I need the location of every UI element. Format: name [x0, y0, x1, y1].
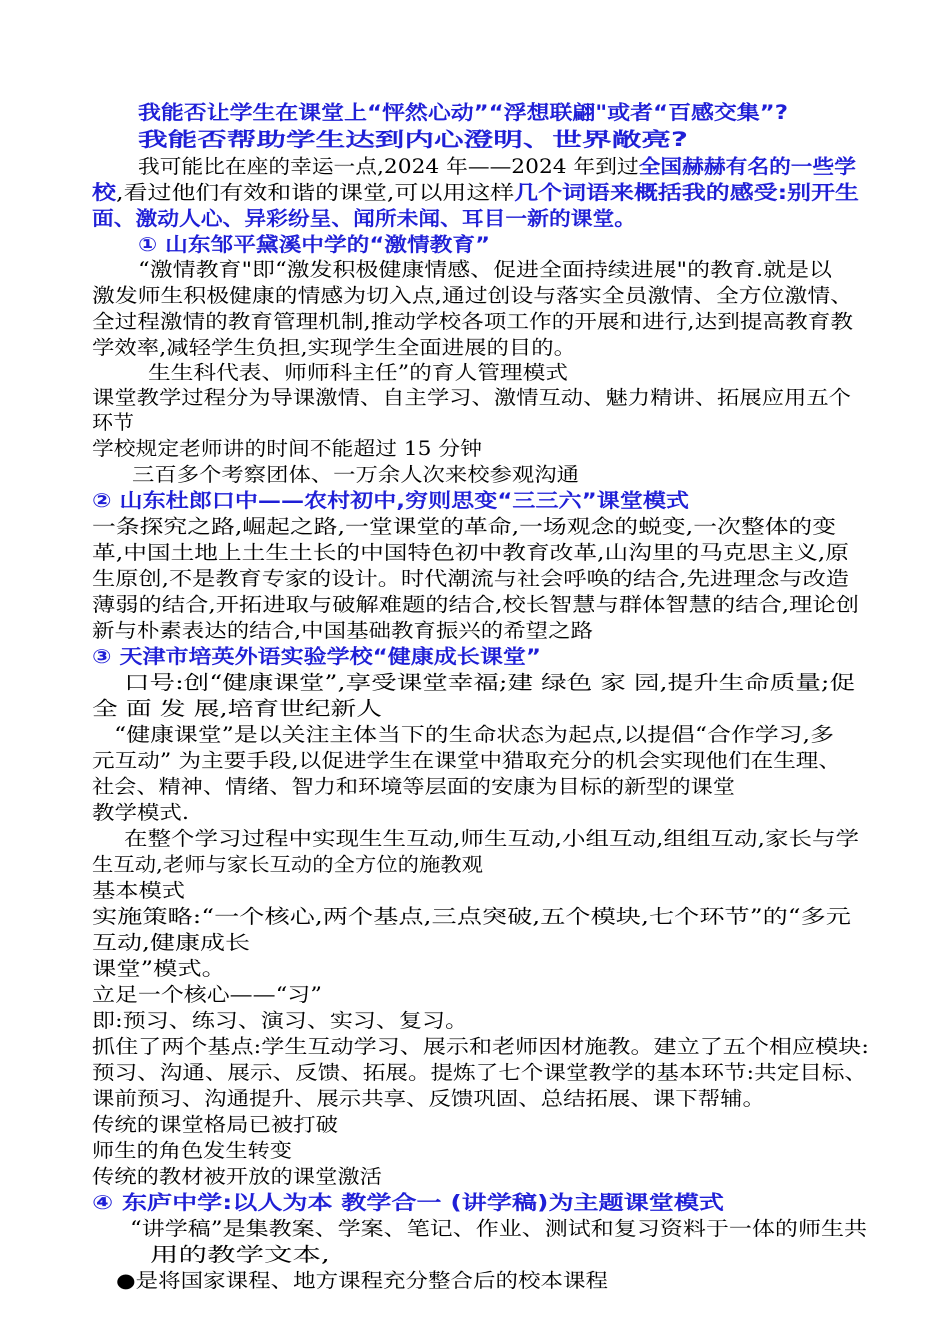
highlight-text: 校	[92, 181, 116, 204]
text-line	[124, 826, 859, 852]
highlight-text: ③ 天津市培英外语实验学校“健康成长课堂”	[92, 645, 541, 668]
text-line	[92, 930, 250, 956]
text-line	[92, 696, 382, 722]
body-text: “健康课堂”是以关注主体当下的生命状态为起点,以提倡“合作学习,多	[114, 723, 834, 746]
text-line	[138, 127, 688, 153]
text-line	[92, 1164, 382, 1190]
text-line	[92, 800, 189, 826]
body-text: ●是将国家课程、地方课程充分整合后的校本课程	[116, 1269, 608, 1292]
body-text: “激情教育"即“激发积极健康情感、促进全面持续进展"的教育.就是以	[138, 258, 832, 281]
text-line	[92, 878, 185, 904]
text-line	[92, 1086, 765, 1112]
body-text: 元互动” 为主要手段,以促进学生在课堂中猎取充分的机会实现他们在生理、	[92, 749, 841, 772]
text-line	[92, 283, 853, 309]
body-text: 实施策略:“一个核心,两个基点,三点突破,五个模块,七个环节”的“多元	[92, 905, 851, 928]
text-line	[92, 592, 859, 618]
body-text: 学校规定老师讲的时间不能超过 15 分钟	[92, 437, 482, 460]
text-line	[132, 462, 579, 488]
body-text: 薄弱的结合,开拓进取与破解难题的结合,校长智慧与群体智慧的结合,理论创	[92, 593, 859, 616]
body-text: 课堂教学过程分为导课激情、自主学习、激情互动、魅力精讲、拓展应用五个	[92, 386, 851, 409]
text-line	[114, 722, 834, 748]
body-text: 教学模式.	[92, 801, 189, 824]
text-line	[130, 1216, 867, 1242]
text-line	[150, 1242, 330, 1268]
text-line	[92, 410, 134, 436]
body-text: 师生的角色发生转变	[92, 1139, 292, 1162]
highlight-text: 几个词语来概括我的感受:别开生	[514, 181, 859, 204]
text-line	[92, 1112, 338, 1138]
body-text: 课前预习、沟通提升、展示共享、反馈巩固、总结拓展、课下帮辅。	[92, 1087, 765, 1110]
body-text: 立足一个核心——“习”	[92, 983, 322, 1006]
body-text: 全过程激情的教育管理机制,推动学校各项工作的开展和进行,达到提高教育教	[92, 310, 853, 333]
body-text: ,看过他们有效和谐的课堂,可以用这样	[115, 181, 515, 204]
body-text: 革,中国土地上土生土长的中国特色初中教育改革,山沟里的马克思主义,原	[92, 541, 849, 564]
text-line	[92, 1060, 867, 1086]
text-line	[92, 540, 849, 566]
body-text: 口号:创“健康课堂”,享受课堂幸福;建 绿色 家 园,提升生命质量;促	[124, 671, 855, 694]
body-text: 社会、精神、情绪、智力和环境等层面的安康为目标的新型的课堂	[92, 775, 735, 798]
highlight-text: 面、激动人心、异彩纷呈、闻所未闻、耳目一新的课堂。	[92, 207, 636, 230]
body-text: 环节	[92, 411, 134, 434]
text-line	[92, 904, 851, 930]
text-line	[92, 982, 322, 1008]
body-text: 基本模式	[92, 879, 185, 902]
text-line	[92, 852, 483, 878]
text-line	[92, 514, 836, 540]
text-line	[124, 670, 855, 696]
text-line	[92, 1138, 292, 1164]
text-line	[116, 1268, 608, 1294]
text-line	[138, 100, 788, 126]
body-text: 互动,健康成长	[92, 931, 250, 954]
body-text: 生生科代表、师师科主任”的育人管理模式	[148, 361, 568, 384]
text-line	[138, 257, 832, 283]
highlight-text: ② 山东杜郎口中——农村初中,穷则思变“三三六”课堂模式	[92, 489, 689, 512]
body-text: 三百多个考察团体、一万余人次来校参观沟通	[132, 463, 579, 486]
text-line	[138, 232, 490, 258]
body-text: 传统的教材被开放的课堂激活	[92, 1165, 382, 1188]
highlight-text: 全国赫赫有名的一些学	[638, 155, 857, 178]
text-line	[92, 1008, 468, 1034]
text-line	[92, 1034, 869, 1060]
body-text: 一条探究之路,崛起之路,一堂课堂的革命,一场观念的蜕变,一次整体的变	[92, 515, 836, 538]
body-text: 课堂”模式。	[92, 957, 226, 980]
text-line	[92, 748, 841, 774]
body-text: 抓住了两个基点:学生互动学习、展示和老师因材施教。建立了五个相应模块:	[92, 1035, 869, 1058]
text-line	[92, 206, 636, 232]
text-line	[92, 180, 859, 206]
text-line	[92, 774, 735, 800]
body-text: 预习、沟通、展示、反馈、拓展。提炼了七个课堂教学的基本环节:共定目标、	[92, 1061, 867, 1084]
text-line	[92, 436, 482, 462]
body-text: 生互动,老师与家长互动的全方位的施教观	[92, 853, 484, 876]
text-line	[92, 309, 853, 335]
body-text: 在整个学习过程中实现生生互动,师生互动,小组互动,组组互动,家长与学	[124, 827, 859, 850]
text-line	[92, 644, 541, 670]
text-line	[92, 335, 576, 361]
text-line	[92, 1190, 724, 1216]
highlight-text: 我能否让学生在课堂上“怦然心动”“浮想联翩"或者“百感交集”?	[138, 101, 788, 124]
body-text: 传统的课堂格局已被打破	[92, 1113, 338, 1136]
body-text: 用的教学文本,	[150, 1243, 330, 1266]
body-text: 激发师生积极健康的情感为切入点,通过创设与落实全员激情、全方位激情、	[92, 284, 853, 307]
text-line	[148, 360, 568, 386]
highlight-text: ① 山东邹平黛溪中学的“激情教育”	[138, 233, 491, 256]
text-line	[92, 488, 689, 514]
text-line	[92, 566, 849, 592]
body-text: 学效率,减轻学生负担,实现学生全面进展的目的。	[92, 336, 576, 359]
text-line	[92, 618, 593, 644]
body-text: 全 面 发 展,培育世纪新人	[92, 697, 382, 720]
highlight-text: ④ 东庐中学:以人为本 教学合一 (讲学稿)为主题课堂模式	[92, 1191, 724, 1214]
body-text: 生原创,不是教育专家的设计。时代潮流与社会呼唤的结合,先进理念与改造	[92, 567, 849, 590]
body-text: 新与朴素表达的结合,中国基础教育振兴的希望之路	[92, 619, 593, 642]
body-text: 我可能比在座的幸运一点,2024 年——2024 年到过	[138, 155, 639, 178]
text-line	[138, 154, 856, 180]
body-text: “讲学稿”是集教案、学案、笔记、作业、测试和复习资料于一体的师生共	[130, 1217, 867, 1240]
highlight-text: 我能否帮助学生达到内心澄明、世界敞亮?	[138, 128, 688, 151]
body-text: 即:预习、练习、演习、实习、复习。	[92, 1009, 468, 1032]
text-line	[92, 956, 226, 982]
text-line	[92, 385, 851, 411]
